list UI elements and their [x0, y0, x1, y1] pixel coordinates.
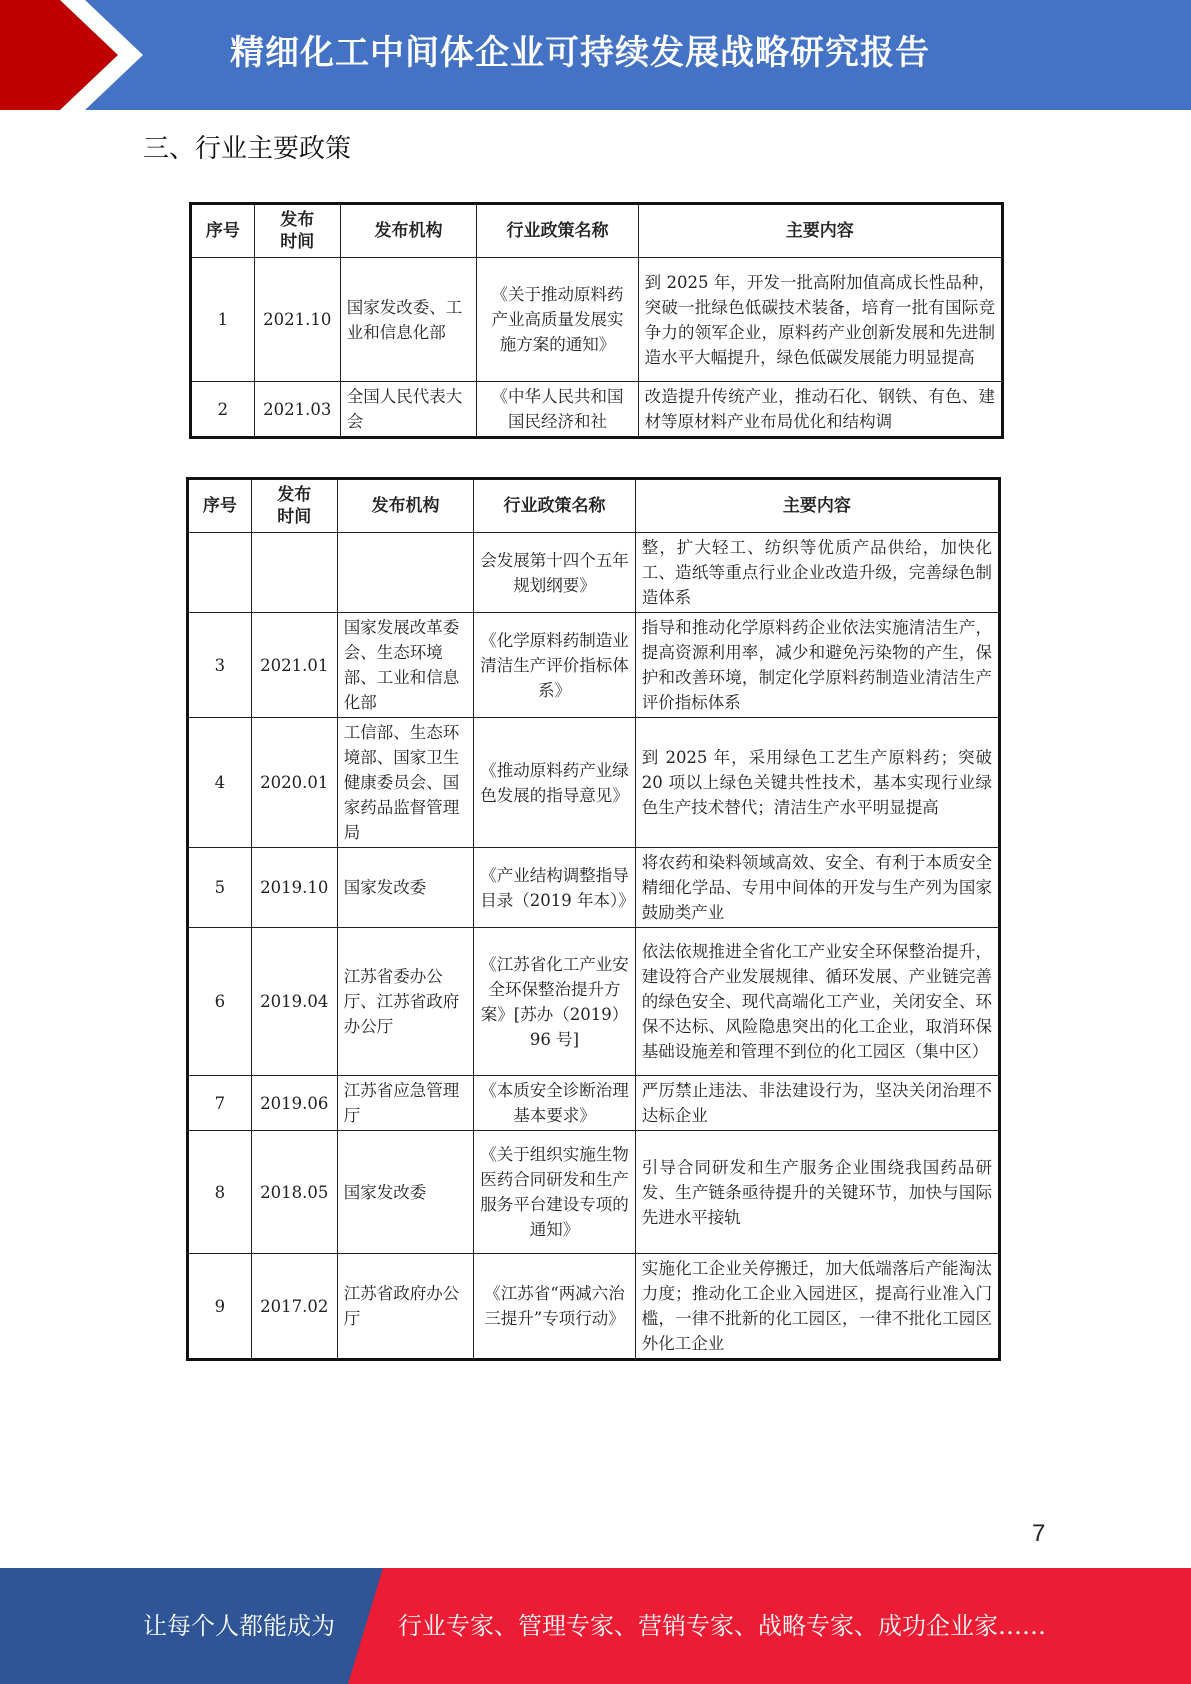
- cell-serial-number: 2: [191, 382, 255, 438]
- cell-serial-number: [188, 533, 252, 613]
- cell-serial-number: 7: [188, 1076, 252, 1131]
- cell-serial-number: 5: [188, 848, 252, 928]
- cell-main-content: 整，扩大轻工、纺织等优质产品供给，加快化工、造纸等重点行业企业改造升级，完善绿色制造体系: [635, 533, 999, 613]
- cell-policy-name: 《产业结构调整指导目录（2019 年本）》: [474, 848, 636, 928]
- table-row: [191, 382, 1003, 438]
- cell-serial-number: 4: [188, 718, 252, 848]
- cell-issuing-agency: 江苏省委办公厅、江苏省政府办公厅: [337, 928, 473, 1076]
- table-row: [188, 1131, 1000, 1254]
- page-number: 7: [1032, 1520, 1046, 1547]
- cell-publish-date: 2019.10: [251, 848, 337, 928]
- cell-policy-name: 《江苏省“两减六治三提升”专项行动》: [474, 1254, 636, 1360]
- cell-publish-date: 2020.01: [251, 718, 337, 848]
- cell-policy-name: 《关于组织实施生物医药合同研发和生产服务平台建设专项的通知》: [474, 1131, 636, 1254]
- cell-issuing-agency: 国家发改委: [337, 848, 473, 928]
- cell-main-content: 改造提升传统产业，推动石化、钢铁、有色、建材等原材料产业布局优化和结构调: [638, 382, 1002, 438]
- policy-table-part-1: [189, 202, 1004, 439]
- cell-publish-date: 2021.01: [251, 613, 337, 718]
- cell-publish-date: 2021.03: [254, 382, 340, 438]
- col-header-date: 发布 时间: [254, 204, 340, 258]
- col-header-org: 发布机构: [337, 479, 473, 533]
- footer-slogan-left: 让每个人都能成为: [143, 1612, 335, 1640]
- cell-main-content: 引导合同研发和生产服务企业围绕我国药品研发、生产链条亟待提升的关键环节，加快与国际先进水平接轨: [635, 1131, 999, 1254]
- cell-policy-name: 《关于推动原料药产业高质量发展实施方案的通知》: [477, 258, 638, 382]
- cell-issuing-agency: 国家发展改革委会、生态环境部、工业和信息化部: [337, 613, 473, 718]
- cell-publish-date: 2021.10: [254, 258, 340, 382]
- cell-policy-name: 会发展第十四个五年规划纲要》: [474, 533, 636, 613]
- cell-issuing-agency: [337, 533, 473, 613]
- header-red-arrow-decoration: [0, 0, 150, 110]
- cell-main-content: 指导和推动化学原料药企业依法实施清洁生产，提高资源利用率，减少和避免污染物的产生，保护和改善环境，制定化学原料药制造业清洁生产评价指标体系: [635, 613, 999, 718]
- report-title: 精细化工中间体企业可持续发展战略研究报告: [230, 33, 930, 73]
- cell-main-content: 严厉禁止违法、非法建设行为，坚决关闭治理不达标企业: [635, 1076, 999, 1131]
- cell-policy-name: 《中华人民共和国国民经济和社: [477, 382, 638, 438]
- footer-slogan-right: 行业专家、管理专家、营销专家、战略专家、成功企业家……: [398, 1612, 1046, 1640]
- cell-serial-number: 8: [188, 1131, 252, 1254]
- cell-publish-date: [251, 533, 337, 613]
- cell-serial-number: 6: [188, 928, 252, 1076]
- cell-serial-number: 3: [188, 613, 252, 718]
- section-title: 三、行业主要政策: [143, 134, 352, 164]
- header-banner: [0, 0, 1191, 110]
- cell-issuing-agency: 全国人民代表大会: [340, 382, 477, 438]
- cell-policy-name: 《江苏省化工产业安全环保整治提升方案》[苏办（2019）96 号]: [474, 928, 636, 1076]
- cell-main-content: 依法依规推进全省化工产业安全环保整治提升，建设符合产业发展规律、循环发展、产业链完善的绿色安全、现代高端化工产业，关闭安全、环保不达标、风险隐患突出的化工企业，取消环保基础设施差和管理不到位的化工园区（集中区）: [635, 928, 999, 1076]
- cell-issuing-agency: 江苏省政府办公厅: [337, 1254, 473, 1360]
- cell-issuing-agency: 江苏省应急管理厅: [337, 1076, 473, 1131]
- col-header-name: 行业政策名称: [474, 479, 636, 533]
- table-row: [188, 533, 1000, 613]
- cell-main-content: 实施化工企业关停搬迁，加大低端落后产能淘汰力度；推动化工企业入园进区，提高行业准入门槛，一律不批新的化工园区，一律不批化工园区外化工企业: [635, 1254, 999, 1360]
- col-header-name: 行业政策名称: [477, 204, 638, 258]
- footer-banner: [0, 1568, 1191, 1684]
- table-row: [188, 718, 1000, 848]
- cell-main-content: 将农药和染料领域高效、安全、有利于本质安全精细化学品、专用中间体的开发与生产列为国家鼓励类产业: [635, 848, 999, 928]
- cell-policy-name: 《推动原料药产业绿色发展的指导意见》: [474, 718, 636, 848]
- table-row: [188, 928, 1000, 1076]
- cell-issuing-agency: 工信部、生态环境部、国家卫生健康委员会、国家药品监督管理局: [337, 718, 473, 848]
- table-row: [188, 848, 1000, 928]
- policy-table-part-2: [186, 477, 1001, 1361]
- table-row: [188, 613, 1000, 718]
- cell-publish-date: 2019.06: [251, 1076, 337, 1131]
- cell-serial-number: 9: [188, 1254, 252, 1360]
- cell-issuing-agency: 国家发改委: [337, 1131, 473, 1254]
- cell-policy-name: 《化学原料药制造业清洁生产评价指标体系》: [474, 613, 636, 718]
- cell-serial-number: 1: [191, 258, 255, 382]
- cell-main-content: 到 2025 年，开发一批高附加值高成长性品种，突破一批绿色低碳技术装备，培育一批有国际竞争力的领军企业，原料药产业创新发展和先进制造水平大幅提升，绿色低碳发展能力明显提高: [638, 258, 1002, 382]
- cell-publish-date: 2017.02: [251, 1254, 337, 1360]
- table-header-row: [191, 204, 1003, 258]
- col-header-content: 主要内容: [635, 479, 999, 533]
- col-header-org: 发布机构: [340, 204, 477, 258]
- table-row: [188, 1254, 1000, 1360]
- cell-policy-name: 《本质安全诊断治理基本要求》: [474, 1076, 636, 1131]
- table-header-row: [188, 479, 1000, 533]
- cell-issuing-agency: 国家发改委、工业和信息化部: [340, 258, 477, 382]
- cell-main-content: 到 2025 年，采用绿色工艺生产原料药；突破 20 项以上绿色关键共性技术，基本实现行业绿色生产技术替代；清洁生产水平明显提高: [635, 718, 999, 848]
- col-header-date: 发布 时间: [251, 479, 337, 533]
- col-header-content: 主要内容: [638, 204, 1002, 258]
- table-row: [191, 258, 1003, 382]
- table-row: [188, 1076, 1000, 1131]
- cell-publish-date: 2018.05: [251, 1131, 337, 1254]
- col-header-no: 序号: [188, 479, 252, 533]
- col-header-no: 序号: [191, 204, 255, 258]
- cell-publish-date: 2019.04: [251, 928, 337, 1076]
